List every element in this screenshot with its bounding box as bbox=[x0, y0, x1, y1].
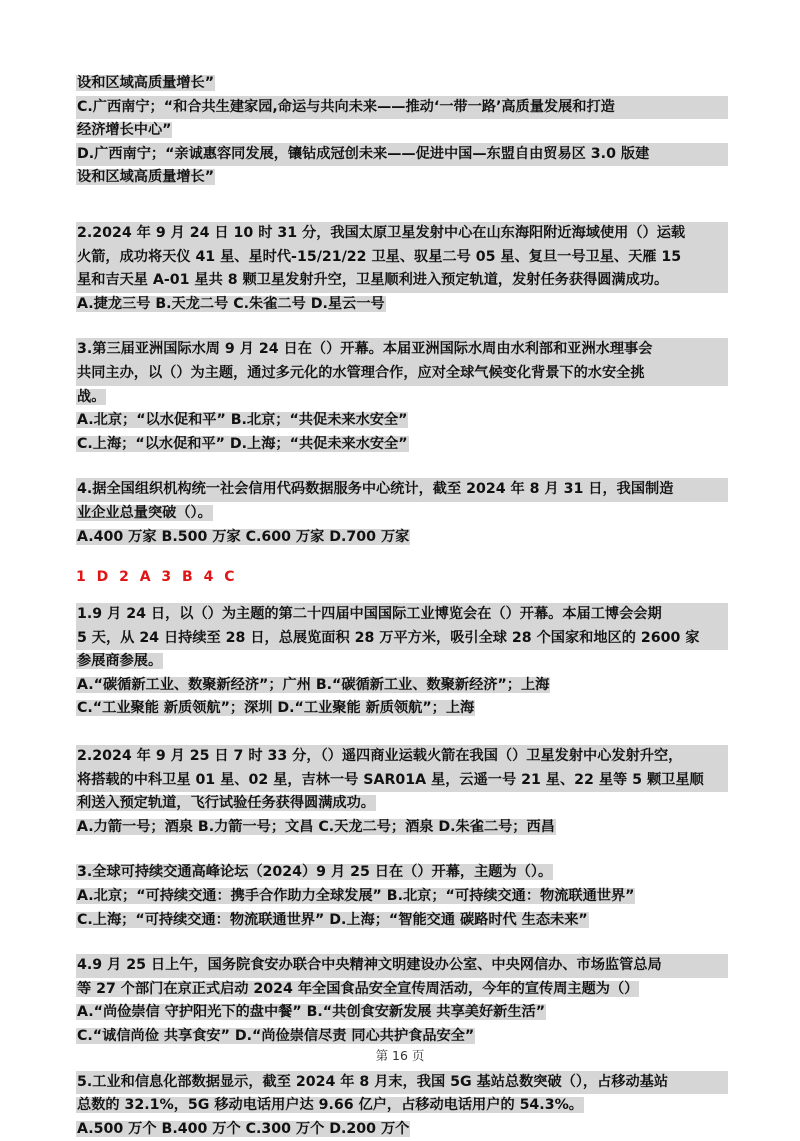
question-options: A.捷龙三号 B.天龙二号 C.朱雀二号 D.星云一号 bbox=[77, 295, 385, 312]
question-options: A.400 万家 B.500 万家 C.600 万家 D.700 万家 bbox=[77, 528, 410, 545]
question-block-7 bbox=[76, 861, 728, 932]
question-block-2 bbox=[76, 222, 728, 316]
question-text: 参展商参展。 bbox=[77, 653, 163, 670]
question-text: 将搭载的中科卫星 01 星、02 星，吉林一号 SAR01A 星，云遥一号 21 星、22 星等 5 颗卫星顺 bbox=[76, 769, 728, 793]
question-text: 5.工业和信息化部数据显示，截至 2024 年 8 月末，我国 5G 基站总数突破（），占移动基站 bbox=[76, 1071, 728, 1095]
question-text: 共同主办，以（）为主题，通过多元化的水管理合作，应对全球气候变化背景下的水安全挑 bbox=[76, 362, 728, 386]
question-text: 火箭，成功将天仪 41 星、星时代-15/21/22 卫星、驭星二号 05 星、复旦一号卫星、天雁 15 bbox=[76, 246, 728, 270]
text-line: 经济增长中心” bbox=[77, 122, 172, 139]
question-text: 利送入预定轨道，飞行试验任务获得圆满成功。 bbox=[77, 795, 375, 812]
text-line: 设和区域高质量增长” bbox=[77, 169, 215, 186]
question-options: A.北京；“以水促和平” B.北京；“共促未来水安全” bbox=[77, 412, 408, 429]
page-number: 第 16 页 bbox=[375, 1048, 425, 1063]
question-text: 等 27 个部门在京正式启动 2024 年全国食品安全宣传周活动，今年的宣传周主题为（） bbox=[77, 980, 639, 997]
question-text: 业企业总量突破（）。 bbox=[77, 504, 212, 521]
question-text: 4.9 月 25 日上午，国务院食安办联合中央精神文明建设办公室、中央网信办、市场监管总局 bbox=[76, 954, 728, 978]
text-line: C.广西南宁；“和合共生建家园,命运与共向未来——推动‘一带一路’高质量发展和打造 bbox=[76, 96, 728, 120]
question-text: 2.2024 年 9 月 25 日 7 时 33 分，（）遥四商业运载火箭在我国（）卫星发射中心发射升空， bbox=[76, 745, 728, 769]
question-text: 4.据全国组织机构统一社会信用代码数据服务中心统计，截至 2024 年 8 月 31 日，我国制造 bbox=[76, 478, 728, 502]
question-text: 5 天，从 24 日持续至 28 日，总展览面积 28 万平方米，吸引全球 28 个国家和地区的 2600 家 bbox=[76, 627, 728, 651]
question-options: A.“尚俭崇信 守护阳光下的盘中餐” B.“共创食安新发展 共享美好新生活” bbox=[77, 1004, 546, 1021]
question-text: 2.2024 年 9 月 24 日 10 时 31 分，我国太原卫星发射中心在山东海阳附近海域使用（）运载 bbox=[76, 222, 728, 246]
text-line: D.广西南宁；“亲诚惠容同发展，镶钻成冠创未来——促进中国—东盟自由贸易区 3.0 版建 bbox=[76, 143, 728, 167]
question-options: C.“诚信尚俭 共享食安” D.“尚俭崇信尽责 同心共护食品安全” bbox=[77, 1028, 475, 1044]
question-text: 3.第三届亚洲国际水周 9 月 24 日在（）开幕。本届亚洲国际水周由水利部和亚洲水理事会 bbox=[76, 338, 728, 362]
question-text: 1.9 月 24 日，以（）为主题的第二十四届中国国际工业博览会在（）开幕。本届工博会会期 bbox=[76, 603, 728, 627]
question-options: C.上海；“可持续交通：物流联通世界” D.上海；“智能交通 碳路时代 生态未来” bbox=[77, 911, 588, 928]
question-block-6 bbox=[76, 745, 728, 839]
question-options: C.“工业聚能 新质领航”；深圳 D.“工业聚能 新质领航”；上海 bbox=[77, 700, 475, 717]
question-text: 总数的 32.1%，5G 移动电话用户达 9.66 亿户，占移动电话用户的 54.3%。 bbox=[77, 1097, 583, 1114]
question-options: C.上海；“以水促和平” D.上海；“共促未来水安全” bbox=[77, 435, 408, 452]
question-text: 3.全球可持续交通高峰论坛（2024）9 月 25 日在（）开幕，主题为（）。 bbox=[77, 864, 553, 881]
question-block-5 bbox=[76, 603, 728, 721]
question-block-3 bbox=[76, 338, 728, 456]
question-text: 星和吉天星 A-01 星共 8 颗卫星发射升空，卫星顺利进入预定轨道，发射任务获得圆满成功。 bbox=[76, 269, 728, 293]
question-block-9 bbox=[76, 1071, 728, 1141]
question-options: A.“碳循新工业、数聚新经济”；广州 B.“碳循新工业、数聚新经济”；上海 bbox=[77, 676, 550, 693]
question-text: 战。 bbox=[77, 388, 106, 405]
question-block-8 bbox=[76, 954, 728, 1048]
question-options: A.力箭一号；酒泉 B.力箭一号；文昌 C.天龙二号；酒泉 D.朱雀二号；西昌 bbox=[77, 818, 555, 835]
text-line: 设和区域高质量增长” bbox=[77, 75, 215, 91]
question-options: A.北京；“可持续交通：携手合作助力全球发展” B.北京；“可持续交通：物流联通世界” bbox=[77, 888, 635, 905]
question-block-1-tail bbox=[76, 72, 728, 190]
question-block-4 bbox=[76, 478, 728, 549]
question-options: A.500 万个 B.400 万个 C.300 万个 D.200 万个 bbox=[77, 1120, 410, 1137]
answer-key: 1 D 2 A 3 B 4 C bbox=[76, 569, 238, 586]
document-body bbox=[76, 72, 728, 1141]
